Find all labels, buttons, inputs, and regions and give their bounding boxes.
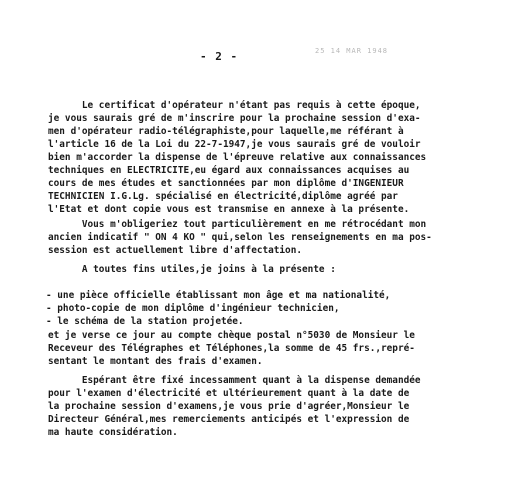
paragraph-attachments-intro: A toutes fins utiles,je joins à la présente :: [48, 264, 336, 275]
paragraph-payment: et je verse ce jour au compte chèque postal n°5030 de Monsieur le Receveur des Télégraphes et Téléphones,la somme de 45 frs.,repré- sentant le montant des frais d'examen.: [48, 330, 415, 367]
paragraph-closing: Espérant être fixé incessamment quant à la dispense demandée pour l'examen d'électricité et ultérieurement quant à la date de la prochaine session d'examens,je vous prie d'agréer,Monsieur le Directeur Général,mes remerciements anticipés et l'expression de ma haute considération.: [48, 375, 421, 438]
attachments-list: - une pièce officielle établissant mon âge et ma nationalité, - photo-copie de mon diplôme d'ingénieur technicien, - le schéma de la station projetée.: [46, 290, 391, 327]
paragraph-certificate-request: Le certificat d'opérateur n'étant pas requis à cette époque, je vous saurais gré de m'inscrire pour la prochaine session d'exa- men d'opérateur radio-télégraphiste,pour laquelle,me référant à l'article 16 de la Loi du 22-7-1947,je vous saurais gré de vouloir bien m'accorder la dispense de l'épreuve relative aux connaissances techniques en ELECTRICITE,eu égard aux connaissances acquises au cours de mes études et sanctionnées par mon diplôme d'INGENIEUR TECHNICIEN I.G.Lg. spécialisé en électricité,diplôme agréé par l'Etat et dont copie vous est transmise en annexe à la présente.: [48, 100, 427, 215]
paragraph-call-sign: Vous m'obligeriez tout particulièrement en me rétrocédant mon ancien indicatif " ON 4 KO " qui,selon les renseignements en ma pos- session est actuellement libre d'affectation.: [48, 219, 432, 256]
faded-stamp: 25 14 MAR 1948: [315, 47, 389, 55]
page-number: - 2 -: [200, 50, 239, 63]
